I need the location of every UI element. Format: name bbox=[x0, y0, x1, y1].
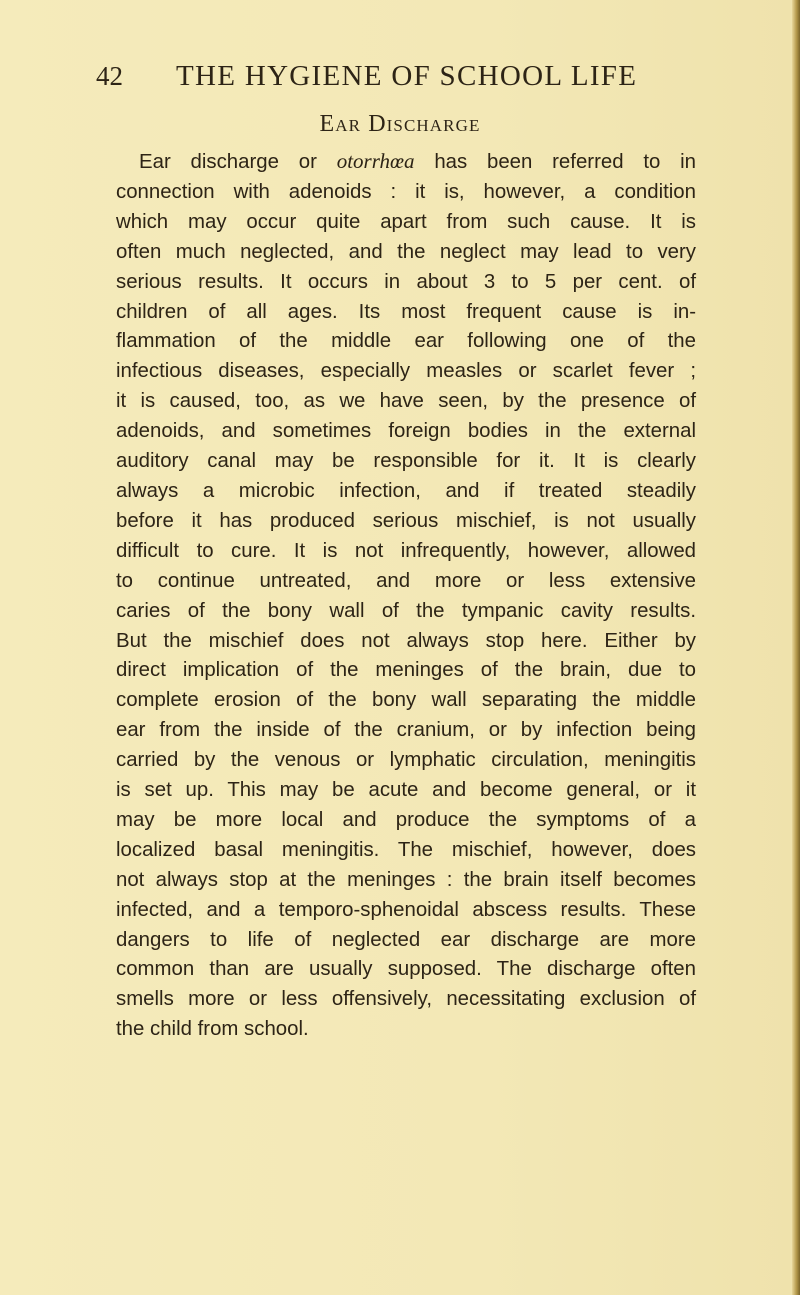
text-line: is set up. This may be acute and become general, or it bbox=[116, 779, 696, 802]
text-line: often much neglected, and the neglect may lead to very bbox=[116, 240, 696, 263]
text-line: serious results. It occurs in about 3 to 5 per cent. of bbox=[116, 270, 696, 293]
text-line: caries of the bony wall of the tympanic cavity results. bbox=[116, 599, 696, 622]
text-line: smells more or less offensively, necessitating exclusion of bbox=[116, 988, 696, 1011]
text-line: flammation of the middle ear following one of the bbox=[116, 330, 696, 353]
page-edge-shadow bbox=[792, 0, 800, 1295]
italic-term: otorrhœa bbox=[336, 149, 415, 173]
text-line: But the mischief does not always stop here. Either by bbox=[116, 629, 696, 652]
text-line: always a microbic infection, and if treated steadily bbox=[116, 479, 696, 502]
text-line: common than are usually supposed. The discharge often bbox=[116, 958, 696, 981]
text-line: infectious diseases, especially measles or scarlet fever ; bbox=[116, 360, 696, 383]
text-line: difficult to cure. It is not infrequently, however, allowed bbox=[116, 539, 696, 562]
text-fragment: has been referred to in bbox=[434, 151, 697, 173]
text-line: dangers to life of neglected ear discharge are more bbox=[116, 928, 696, 951]
text-line: carried by the venous or lymphatic circulation, meningitis bbox=[116, 749, 696, 772]
text-line: children of all ages. Its most frequent cause is in- bbox=[116, 300, 696, 323]
body-paragraph bbox=[116, 147, 696, 1045]
text-line: the child from school. bbox=[116, 1018, 309, 1041]
text-line: may be more local and produce the symptoms of a bbox=[116, 808, 696, 831]
section-title: Ear Discharge bbox=[319, 111, 481, 137]
text-line: connection with adenoids : it is, however, a condition bbox=[116, 180, 696, 203]
text-line: which may occur quite apart from such cause. It is bbox=[116, 210, 696, 233]
text-line: adenoids, and sometimes foreign bodies in the external bbox=[116, 420, 696, 443]
running-title: THE HYGIENE OF SCHOOL LIFE bbox=[176, 60, 638, 92]
page-header bbox=[96, 56, 696, 96]
text-line: ear from the inside of the cranium, or by infection being bbox=[116, 719, 696, 742]
text-line: it is caused, too, as we have seen, by the presence of bbox=[116, 390, 696, 413]
text-line: to continue untreated, and more or less extensive bbox=[116, 569, 696, 592]
text-line: before it has produced serious mischief, is not usually bbox=[116, 509, 696, 532]
text-line bbox=[116, 147, 696, 178]
text-line: auditory canal may be responsible for it. It is clearly bbox=[116, 450, 696, 473]
text-fragment: Ear discharge or bbox=[139, 151, 317, 173]
text-line: localized basal meningitis. The mischief, however, does bbox=[116, 838, 696, 861]
text-line: complete erosion of the bony wall separating the middle bbox=[116, 689, 696, 712]
page-number: 42 bbox=[96, 61, 123, 91]
text-line: infected, and a temporo-sphenoidal abscess results. These bbox=[116, 898, 696, 921]
text-line: not always stop at the meninges : the brain itself becomes bbox=[116, 868, 696, 891]
text-line: direct implication of the meninges of the brain, due to bbox=[116, 659, 696, 682]
